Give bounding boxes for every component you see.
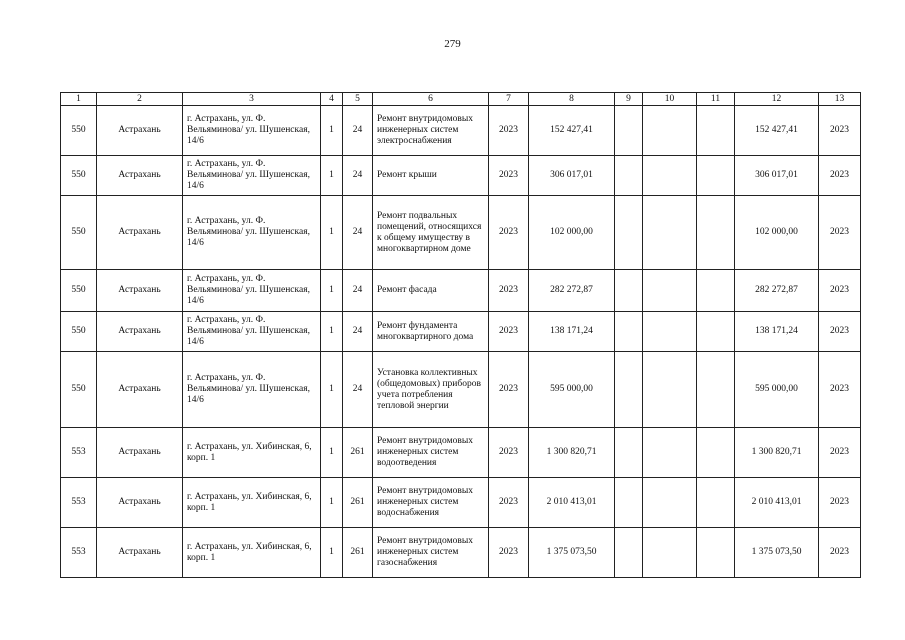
cell-year: 2023 [489, 478, 529, 528]
cell-col4: 1 [321, 352, 343, 428]
cell-address: г. Астрахань, ул. Ф. Вельяминова/ ул. Шушенская, 14/6 [183, 352, 321, 428]
cell-col5: 24 [343, 196, 373, 270]
cell-work-type: Ремонт фасада [373, 270, 489, 312]
cell-col10 [643, 352, 697, 428]
cell-municipality: Астрахань [97, 428, 183, 478]
cell-col5: 24 [343, 156, 373, 196]
cell-object-number: 553 [61, 428, 97, 478]
cell-object-number: 550 [61, 352, 97, 428]
cell-col11 [697, 352, 735, 428]
cell-year: 2023 [489, 106, 529, 156]
cell-col5: 24 [343, 352, 373, 428]
cell-col4: 1 [321, 428, 343, 478]
cell-object-number: 550 [61, 106, 97, 156]
cell-col9 [615, 270, 643, 312]
cell-year: 2023 [489, 428, 529, 478]
cell-col11 [697, 196, 735, 270]
cell-object-number: 550 [61, 270, 97, 312]
cell-year: 2023 [489, 352, 529, 428]
cell-municipality: Астрахань [97, 352, 183, 428]
cell-cost: 1 375 073,50 [529, 528, 615, 578]
table-row [61, 352, 861, 428]
cell-col4: 1 [321, 106, 343, 156]
cell-address: г. Астрахань, ул. Хибинская, 6, корп. 1 [183, 528, 321, 578]
cell-end-year: 2023 [819, 352, 861, 428]
cell-cost: 152 427,41 [529, 106, 615, 156]
column-header: 13 [819, 93, 861, 106]
cell-municipality: Астрахань [97, 478, 183, 528]
cell-municipality: Астрахань [97, 106, 183, 156]
cell-address: г. Астрахань, ул. Хибинская, 6, корп. 1 [183, 428, 321, 478]
column-header: 12 [735, 93, 819, 106]
cell-year: 2023 [489, 528, 529, 578]
cell-cost: 595 000,00 [529, 352, 615, 428]
cell-work-type: Ремонт подвальных помещений, относящихся к общему имуществу в многоквартирном доме [373, 196, 489, 270]
cell-work-type: Установка коллективных (общедомовых) приборов учета потребления тепловой энергии [373, 352, 489, 428]
cell-col9 [615, 106, 643, 156]
cell-col11 [697, 428, 735, 478]
cell-object-number: 550 [61, 156, 97, 196]
cell-work-type: Ремонт внутридомовых инженерных систем водоснабжения [373, 478, 489, 528]
cell-address: г. Астрахань, ул. Ф. Вельяминова/ ул. Шушенская, 14/6 [183, 196, 321, 270]
cell-municipality: Астрахань [97, 270, 183, 312]
cell-end-year: 2023 [819, 428, 861, 478]
cell-col4: 1 [321, 312, 343, 352]
cell-total: 595 000,00 [735, 352, 819, 428]
cell-total: 306 017,01 [735, 156, 819, 196]
table-row [61, 312, 861, 352]
cell-col5: 261 [343, 428, 373, 478]
cell-work-type: Ремонт фундамента многоквартирного дома [373, 312, 489, 352]
cell-object-number: 553 [61, 478, 97, 528]
cell-col9 [615, 428, 643, 478]
cell-col10 [643, 270, 697, 312]
cell-col4: 1 [321, 196, 343, 270]
cell-col11 [697, 528, 735, 578]
cell-end-year: 2023 [819, 528, 861, 578]
cell-col4: 1 [321, 528, 343, 578]
cell-col11 [697, 270, 735, 312]
cell-col10 [643, 106, 697, 156]
column-header: 5 [343, 93, 373, 106]
cell-col10 [643, 156, 697, 196]
cell-col4: 1 [321, 478, 343, 528]
column-header: 9 [615, 93, 643, 106]
page-number: 279 [444, 38, 461, 50]
table-row [61, 528, 861, 578]
cell-municipality: Астрахань [97, 156, 183, 196]
cell-total: 152 427,41 [735, 106, 819, 156]
cell-municipality: Астрахань [97, 528, 183, 578]
column-header: 1 [61, 93, 97, 106]
cell-object-number: 553 [61, 528, 97, 578]
table-row [61, 270, 861, 312]
cell-year: 2023 [489, 196, 529, 270]
cell-col5: 24 [343, 312, 373, 352]
cell-object-number: 550 [61, 196, 97, 270]
cell-col4: 1 [321, 270, 343, 312]
cell-year: 2023 [489, 312, 529, 352]
column-header: 6 [373, 93, 489, 106]
cell-col10 [643, 428, 697, 478]
cell-col11 [697, 106, 735, 156]
cell-total: 1 375 073,50 [735, 528, 819, 578]
cell-year: 2023 [489, 270, 529, 312]
cell-end-year: 2023 [819, 312, 861, 352]
column-number-row [61, 93, 861, 106]
cell-address: г. Астрахань, ул. Ф. Вельяминова/ ул. Шушенская, 14/6 [183, 106, 321, 156]
cell-col10 [643, 478, 697, 528]
cell-end-year: 2023 [819, 156, 861, 196]
cell-municipality: Астрахань [97, 312, 183, 352]
cell-address: г. Астрахань, ул. Ф. Вельяминова/ ул. Шушенская, 14/6 [183, 156, 321, 196]
cell-col10 [643, 196, 697, 270]
cell-total: 1 300 820,71 [735, 428, 819, 478]
cell-col5: 261 [343, 478, 373, 528]
cell-col9 [615, 528, 643, 578]
cell-col11 [697, 478, 735, 528]
column-header: 4 [321, 93, 343, 106]
cell-col5: 24 [343, 106, 373, 156]
cell-address: г. Астрахань, ул. Ф. Вельяминова/ ул. Шушенская, 14/6 [183, 312, 321, 352]
cell-col10 [643, 312, 697, 352]
column-header: 3 [183, 93, 321, 106]
table-row [61, 196, 861, 270]
table-row [61, 428, 861, 478]
cell-col5: 24 [343, 270, 373, 312]
repair-program-table [60, 92, 861, 578]
cell-col9 [615, 196, 643, 270]
cell-cost: 1 300 820,71 [529, 428, 615, 478]
cell-col9 [615, 478, 643, 528]
cell-total: 102 000,00 [735, 196, 819, 270]
cell-municipality: Астрахань [97, 196, 183, 270]
cell-col11 [697, 312, 735, 352]
cell-cost: 138 171,24 [529, 312, 615, 352]
cell-total: 282 272,87 [735, 270, 819, 312]
cell-col9 [615, 352, 643, 428]
cell-col4: 1 [321, 156, 343, 196]
cell-end-year: 2023 [819, 478, 861, 528]
cell-end-year: 2023 [819, 196, 861, 270]
column-header: 7 [489, 93, 529, 106]
cell-cost: 2 010 413,01 [529, 478, 615, 528]
column-header: 10 [643, 93, 697, 106]
cell-work-type: Ремонт внутридомовых инженерных систем водоотведения [373, 428, 489, 478]
cell-work-type: Ремонт внутридомовых инженерных систем электроснабжения [373, 106, 489, 156]
cell-cost: 306 017,01 [529, 156, 615, 196]
column-header: 11 [697, 93, 735, 106]
table-row [61, 106, 861, 156]
cell-cost: 282 272,87 [529, 270, 615, 312]
cell-end-year: 2023 [819, 106, 861, 156]
column-header: 2 [97, 93, 183, 106]
cell-col5: 261 [343, 528, 373, 578]
cell-col9 [615, 312, 643, 352]
cell-work-type: Ремонт внутридомовых инженерных систем газоснабжения [373, 528, 489, 578]
cell-address: г. Астрахань, ул. Ф. Вельяминова/ ул. Шушенская, 14/6 [183, 270, 321, 312]
table-row [61, 156, 861, 196]
cell-total: 138 171,24 [735, 312, 819, 352]
cell-col9 [615, 156, 643, 196]
cell-address: г. Астрахань, ул. Хибинская, 6, корп. 1 [183, 478, 321, 528]
cell-year: 2023 [489, 156, 529, 196]
cell-col11 [697, 156, 735, 196]
column-header: 8 [529, 93, 615, 106]
cell-total: 2 010 413,01 [735, 478, 819, 528]
cell-col10 [643, 528, 697, 578]
cell-end-year: 2023 [819, 270, 861, 312]
cell-object-number: 550 [61, 312, 97, 352]
cell-work-type: Ремонт крыши [373, 156, 489, 196]
table-row [61, 478, 861, 528]
cell-cost: 102 000,00 [529, 196, 615, 270]
